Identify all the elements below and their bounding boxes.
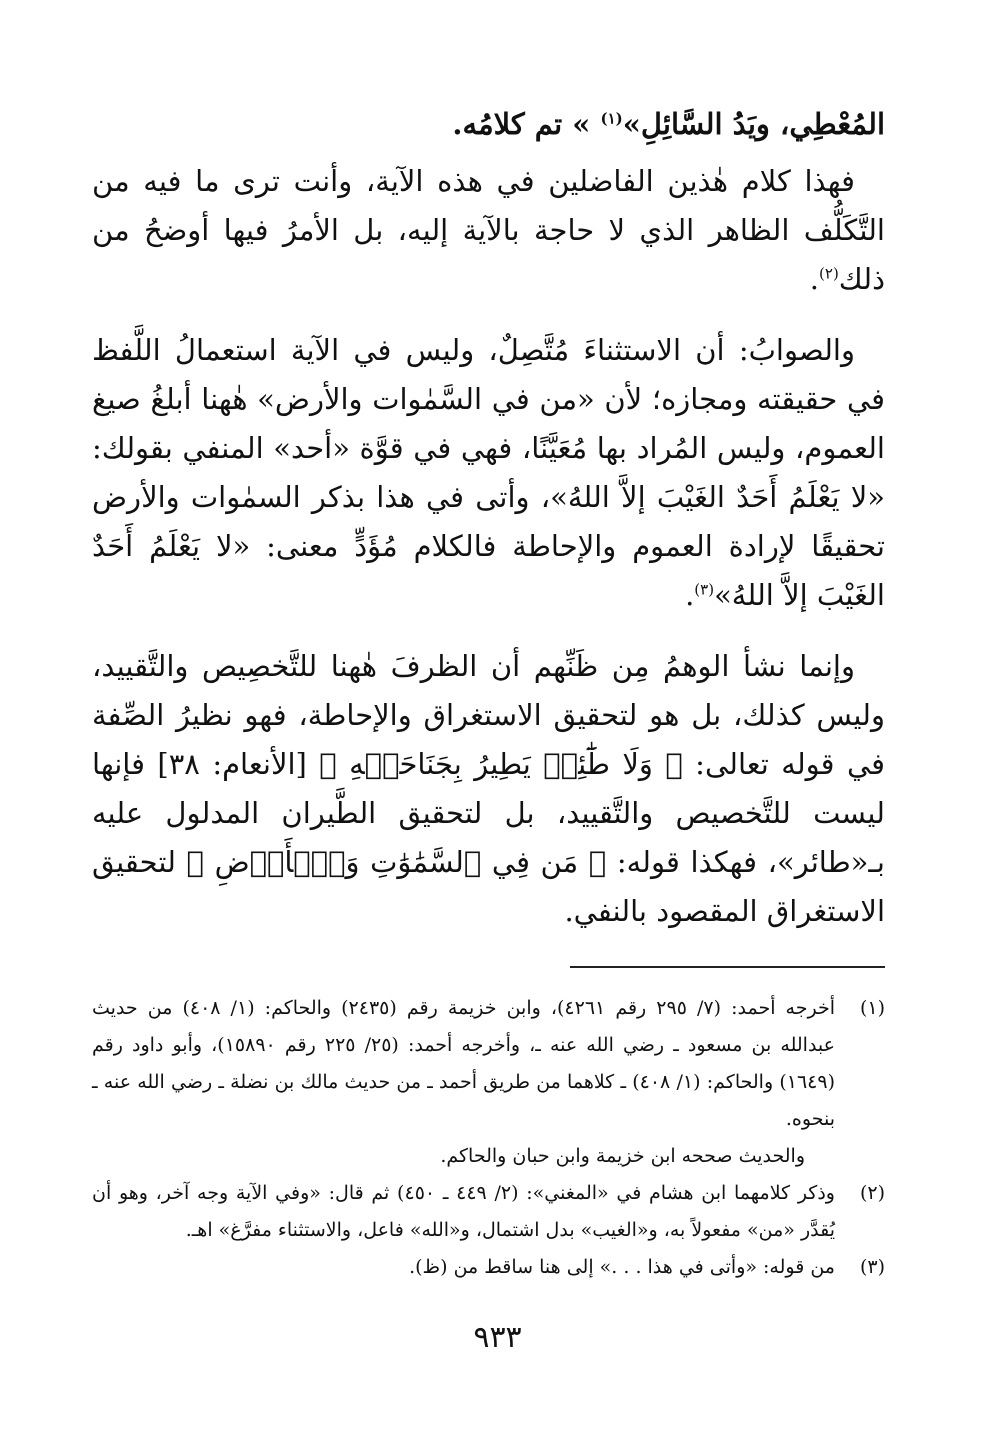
footnotes [92, 990, 885, 1286]
footnote-text: أخرجه أحمد: (٧/ ٢٩٥ رقم ٤٢٦١)، وابن خزيمة رقم (٢٤٣٥) والحاكم: (١/ ٤٠٨) من حديث عبدالله بن مسعود ـ رضي الله عنه ـ، وأخرجه أحمد: (٢٥/ ٢٢٥ رقم ١٥٨٩٠)، وأبو داود رقم (١٦٤٩) والحاكم: (١/ ٤٠٨) ـ كلاهما من طريق أحمد ـ من حديث مالك بن نضلة ـ رضي الله عنه ـ بنحوه. [92, 997, 836, 1130]
paragraph-2 [92, 157, 885, 304]
footnote-text: وذكر كلامهما ابن هشام في «المغني»: (٢/ ٤٤٩ ـ ٤٥٠) ثم قال: «وفي الآية وجه آخر، وهو أن يُقدَّر «من» مفعولاً به، و«الغيب» بدل اشتمال، و«الله» فاعل، والاستثناء مفرَّغ» اهـ. [92, 1182, 835, 1241]
paragraph-tail: » تم كلامُه. [452, 107, 601, 141]
footnote-body [92, 1249, 835, 1286]
main-text [92, 100, 885, 936]
paragraph-text: والصوابُ: أن الاستثناءَ مُتَّصِلٌ، وليس في الآية استعمالُ اللَّفظ في حقيقته ومجازه؛ لأن «من في السَّمٰوات والأرض» هٰهنا أبلغُ صيغ العموم، وليس المُراد بها مُعَيَّنًا، فهي في قوَّة «أحد» المنفي بقولك: «لا يَعْلَمُ أَحَدٌ الغَيْبَ إلاَّ اللهُ»، وأتى في هذا بذكر السمٰوات والأرض تحقيقًا لإرادة العموم والإحاطة فالكلام مُؤَدٍّ معنى: «لا يَعْلَمُ أَحَدٌ الغَيْبَ إلاَّ اللهُ» [92, 333, 885, 612]
paragraph-3 [92, 326, 885, 620]
paragraph-4 [92, 642, 885, 936]
footnote-separator [570, 966, 885, 968]
footnote-ref-2[interactable]: (٢) [819, 264, 839, 283]
footnote-body [92, 1175, 835, 1249]
footnote-number: (٢) [859, 1182, 885, 1204]
paragraph-text: فهذا كلام هٰذين الفاضلين في هذه الآية، وأنت ترى ما فيه من التَّكَلُّف الظاهر الذي لا حاجة بالآية إليه، بل الأمرُ فيها أوضحُ من ذلك [92, 164, 885, 296]
footnote-ref-1[interactable]: (١) [600, 109, 623, 128]
footnote-ref-3[interactable]: (٣) [694, 580, 715, 599]
footnote-text-continued: والحديث صححه ابن خزيمة وابن حبان والحاكم. [440, 1145, 805, 1167]
paragraph-1 [92, 100, 885, 149]
footnote-3 [92, 1249, 885, 1286]
footnote-number: (٣) [859, 1256, 885, 1278]
footnote-1 [92, 990, 885, 1175]
page-content [92, 100, 885, 1286]
paragraph-tail: . [685, 578, 695, 612]
footnote-2 [92, 1175, 885, 1249]
footnote-body [92, 990, 835, 1175]
paragraph-text: المُعْطِي، ويَدُ السَّائِلِ» [622, 107, 885, 141]
footnote-number: (١) [859, 997, 885, 1019]
paragraph-text: وإنما نشأ الوهمُ مِن ظَنِّهم أن الظرفَ هٰهنا للتَّخصِيص والتَّقييد، وليس كذلك، بل هو لتحقيق الاستغراق والإحاطة، فهو نظيرُ الصِّفة في قوله تعالى: ﴿ وَلَا طَٰٓئِرٖ يَطِيرُ بِجَنَاحَيۡهِ ﴾ [الأنعام: ٣٨] فإنها ليست للتَّخصيص والتَّقييد، بل لتحقيق الطَّيران المدلول عليه بـ«طائر»، فهكذا قوله: ﴿ مَن فِي ٱلسَّمَٰوَٰتِ وَٱلۡأَرۡضِ ﴾ لتحقيق الاستغراق المقصود بالنفي. [92, 649, 885, 928]
footnote-text: من قوله: «وأتى في هذا . . .» إلى هنا ساقط من (ظ). [409, 1256, 835, 1278]
page-number: ٩٣٣ [473, 1320, 522, 1355]
paragraph-tail: . [809, 262, 820, 296]
